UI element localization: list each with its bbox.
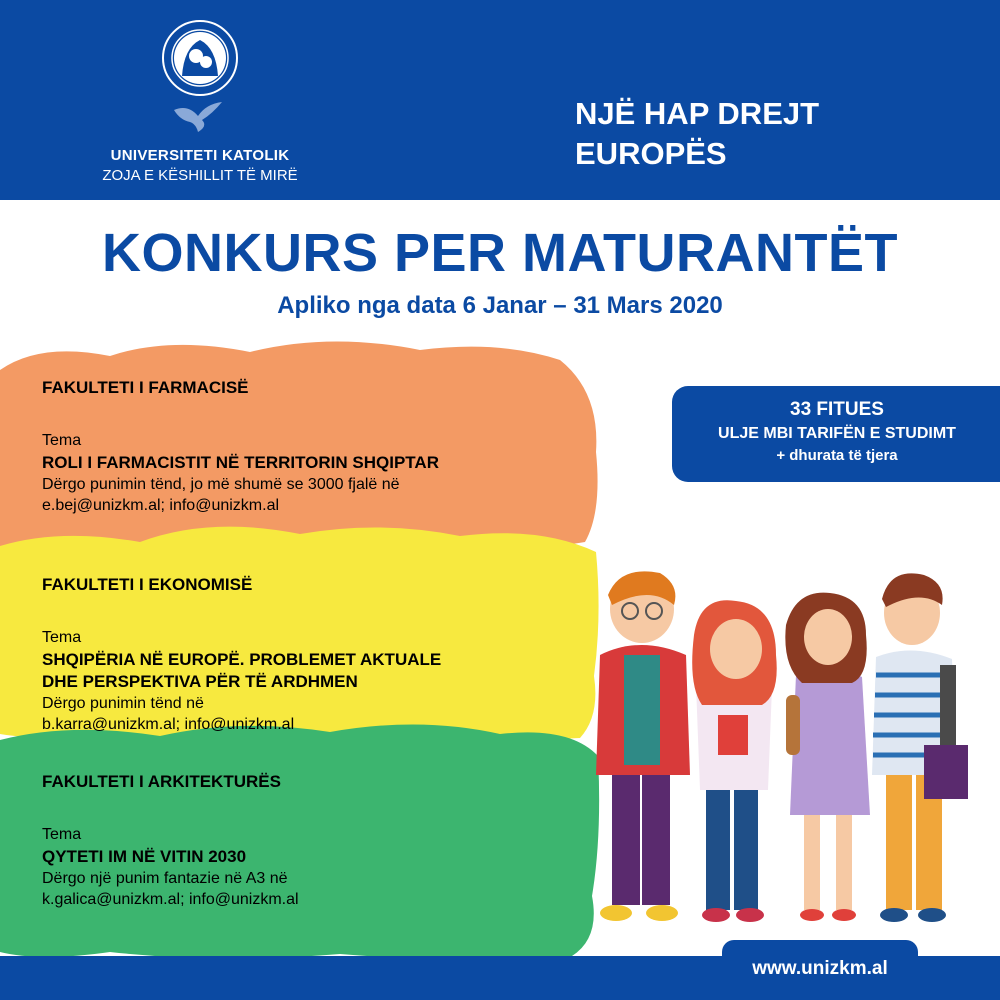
submission-line-1: Dërgo punimin tënd në	[42, 695, 204, 712]
dove-icon	[172, 100, 224, 134]
topic	[42, 452, 602, 474]
faculty-name: FAKULTETI I EKONOMISË	[42, 575, 253, 594]
topic-line-2: DHE PERSPEKTIVA PËR TË ARDHMEN	[42, 672, 358, 691]
faculty-name: FAKULTETI I FARMACISË	[42, 378, 249, 397]
submission-info	[42, 693, 602, 735]
tuition-discount: ULJE MBI TARIFËN E STUDIMT	[718, 425, 956, 442]
faculty-architecture	[42, 772, 602, 910]
topic	[42, 649, 602, 693]
apply-dates: Apliko nga data 6 Janar – 31 Mars 2020	[277, 292, 723, 319]
prize-badge	[672, 386, 1000, 482]
university-subtitle: ZOJA E KËSHILLIT TË MIRË	[102, 167, 298, 184]
topic-line-1: QYTETI IM NË VITIN 2030	[42, 847, 247, 866]
submission-line-1: Dërgo një punim fantazie në A3 në	[42, 870, 288, 887]
madonna-seal-icon	[160, 18, 240, 98]
topic-line-1: SHQIPËRIA NË EUROPË. PROBLEMET AKTUALE	[42, 650, 442, 669]
submission-emails[interactable]: e.bej@unizkm.al; info@unizkm.al	[42, 497, 280, 514]
students-group-icon	[590, 565, 990, 935]
winners-count: 33 FITUES	[790, 399, 884, 420]
submission-info	[42, 868, 602, 910]
other-gifts: + dhurata të tjera	[776, 447, 898, 464]
submission-line-1: Dërgo punimin tënd, jo më shumë se 3000 fjalë në	[42, 476, 400, 493]
slogan	[575, 94, 905, 174]
topic-line-1: ROLI I FARMACISTIT NË TERRITORIN SHQIPTAR	[42, 453, 439, 472]
faculty-economics	[42, 575, 602, 735]
university-name: UNIVERSITETI KATOLIK	[110, 147, 290, 164]
faculty-name: FAKULTETI I ARKITEKTURËS	[42, 772, 281, 791]
submission-emails[interactable]: k.galica@unizkm.al; info@unizkm.al	[42, 891, 299, 908]
tema-label: Tema	[42, 432, 82, 449]
slogan-line-1: NJË HAP DREJT	[575, 96, 820, 131]
tema-label: Tema	[42, 629, 82, 646]
submission-emails[interactable]: b.karra@unizkm.al; info@unizkm.al	[42, 716, 295, 733]
submission-info	[42, 474, 602, 516]
page-title: KONKURS PER MATURANTËT	[102, 223, 898, 283]
slogan-line-2: EUROPËS	[575, 136, 727, 171]
faculty-pharmacy	[42, 378, 602, 516]
topic	[42, 846, 602, 868]
tema-label: Tema	[42, 826, 82, 843]
website-link[interactable]: www.unizkm.al	[752, 958, 888, 979]
